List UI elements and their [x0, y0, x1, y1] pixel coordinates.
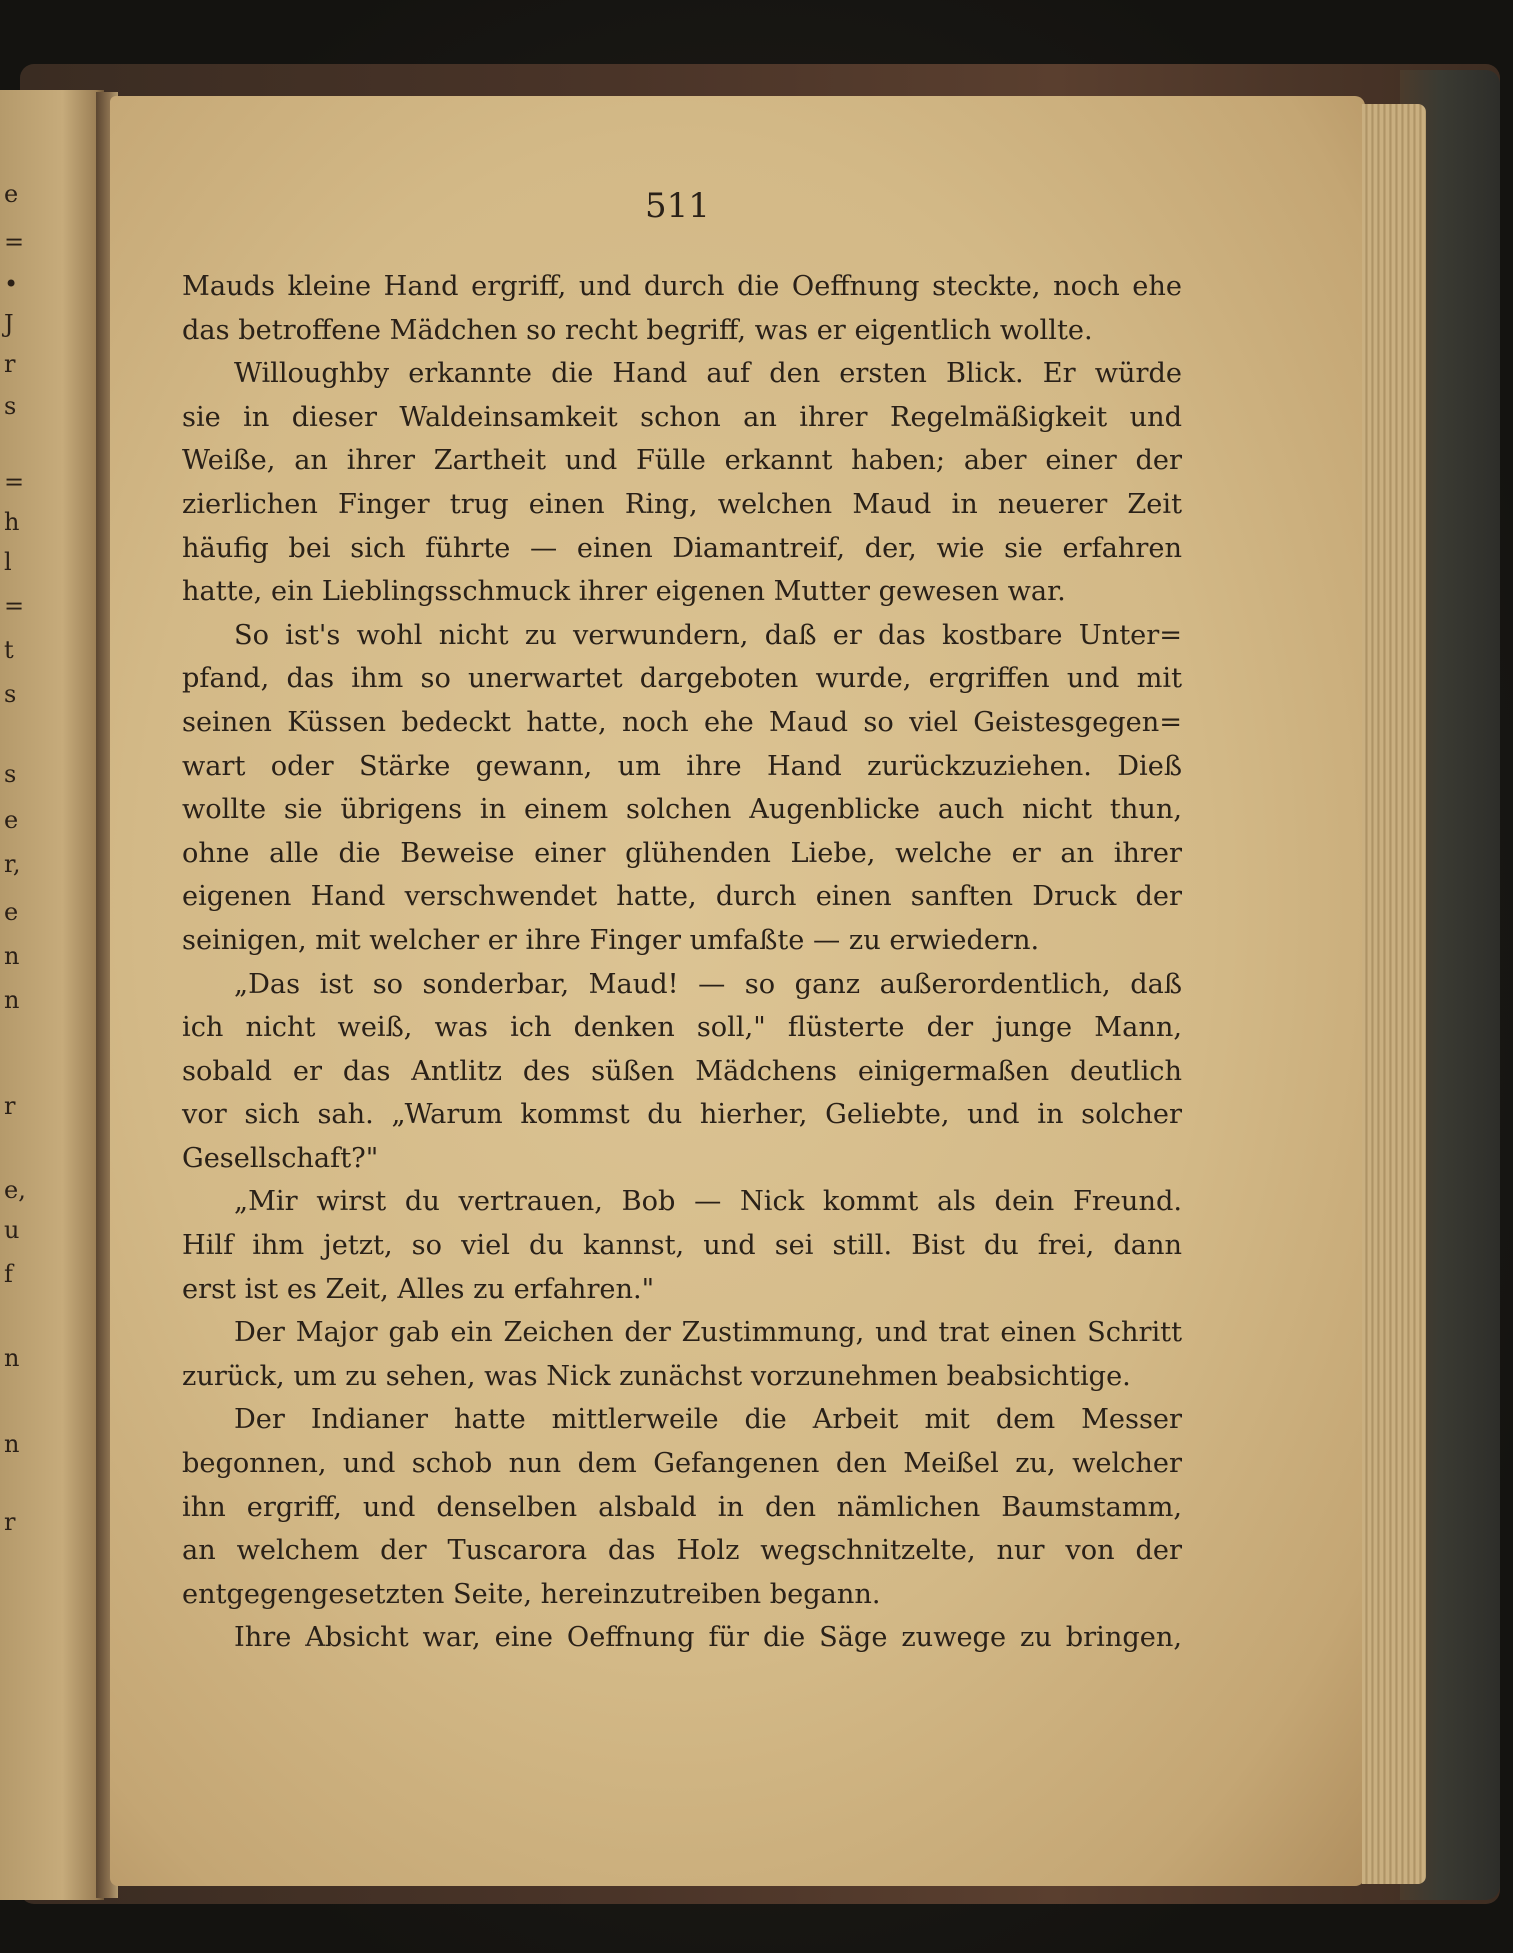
left-page-fragment: r [4, 1508, 16, 1536]
text-line: „Mir wirst du vertrauen, Bob — Nick kommt als dein Freund. [234, 1186, 1182, 1218]
left-page-fragment: = [4, 592, 25, 620]
text-line: Willoughby erkannte die Hand auf den ersten Blick. Er würde [234, 358, 1182, 390]
text-line: zierlichen Finger trug einen Ring, welchen Maud in neuerer Zeit [182, 488, 1182, 520]
text-line: ihn ergriff, und denselben alsbald in den nämlichen Baumstamm, [182, 1491, 1182, 1523]
text-line: begonnen, und schob nun dem Gefangenen den Meißel zu, welcher [182, 1448, 1182, 1480]
left-page-fragment: n [4, 1344, 20, 1372]
text-line: Der Major gab ein Zeichen der Zustimmung, und trat einen Schritt [234, 1317, 1182, 1349]
left-page-fragment: • [4, 270, 19, 298]
left-page-fragment: f [4, 1260, 13, 1288]
text-line: vor sich sah. „Warum kommst du hierher, Geliebte, und in solcher [182, 1099, 1182, 1131]
text-line: seinigen, mit welcher er ihre Finger umfaßte — zu erwiedern. [182, 924, 1040, 956]
text-line: zurück, um zu sehen, was Nick zunächst vorzunehmen beabsichtige. [182, 1360, 1131, 1392]
text-line: So ist's wohl nicht zu verwundern, daß er das kostbare Unter= [234, 619, 1182, 651]
left-page-fragment: r [4, 350, 16, 378]
text-line: Mauds kleine Hand ergriff, und durch die Oeffnung steckte, noch ehe [182, 271, 1182, 302]
left-page-fragment: s [4, 392, 17, 420]
left-page-fragment: n [4, 1430, 20, 1458]
left-page-fragment: r, [4, 850, 21, 878]
text-line: eigenen Hand verschwendet hatte, durch einen sanften Druck der [182, 881, 1182, 913]
text-line: Gesellschaft?" [182, 1142, 379, 1174]
left-page-fragment: e [4, 898, 19, 926]
left-page-fragment: t [4, 636, 14, 664]
text-line: hatte, ein Lieblingsschmuck ihrer eigenen Mutter gewesen war. [182, 576, 1066, 608]
text-line: ohne alle die Beweise einer glühenden Liebe, welche er an ihrer [182, 837, 1182, 869]
text-line: erst ist es Zeit, Alles zu erfahren." [182, 1273, 655, 1305]
text-line: Hilf ihm jetzt, so viel du kannst, und sei still. Bist du frei, dann [182, 1230, 1182, 1262]
left-page-fragment: h [4, 508, 20, 536]
left-page-fragment: e [4, 806, 19, 834]
left-page-edge [0, 90, 104, 1900]
text-line: seinen Küssen bedeckt hatte, noch ehe Maud so viel Geistesgegen= [182, 706, 1182, 738]
text-line: an welchem der Tuscarora das Holz wegschnitzelte, nur von der [182, 1535, 1182, 1567]
text-line: pfand, das ihm so unerwartet dargeboten wurde, ergriffen und mit [182, 663, 1182, 695]
body-text [182, 265, 1182, 1660]
left-page-fragment: n [4, 942, 20, 970]
left-page-fragment: e [4, 180, 19, 208]
page-number: 511 [645, 186, 710, 226]
text-line: sie in dieser Waldeinsamkeit schon an ihrer Regelmäßigkeit und [182, 401, 1182, 433]
left-page-fragment: = [4, 228, 25, 256]
text-line: Weiße, an ihrer Zartheit und Fülle erkannt haben; aber einer der [182, 445, 1182, 477]
text-line: häufig bei sich führte — einen Diamantreif, der, wie sie erfahren [182, 532, 1182, 564]
text-line: das betroffene Mädchen so recht begriff, was er eigentlich wollte. [182, 314, 1093, 346]
left-page-fragment: l [4, 548, 12, 576]
text-line: „Das ist so sonderbar, Maud! — so ganz außerordentlich, daß [234, 968, 1182, 1000]
left-page-fragment: u [4, 1216, 20, 1244]
text-line: Ihre Absicht war, eine Oeffnung für die Säge zuwege zu bringen, [234, 1622, 1182, 1654]
left-page-fragment: J [4, 310, 14, 338]
left-page-fragment: e, [4, 1176, 26, 1204]
page-edges [1362, 104, 1426, 1884]
text-line: sobald er das Antlitz des süßen Mädchens einigermaßen deutlich [182, 1055, 1182, 1087]
text-line: wollte sie übrigens in einem solchen Augenblicke auch nicht thun, [182, 794, 1182, 826]
left-page-fragment: n [4, 986, 20, 1014]
text-line: wart oder Stärke gewann, um ihre Hand zurückzuziehen. Dieß [182, 750, 1182, 782]
text-line: ich nicht weiß, was ich denken soll," flüsterte der junge Mann, [182, 1012, 1182, 1044]
left-page-fragment: s [4, 760, 17, 788]
text-line: Der Indianer hatte mittlerweile die Arbeit mit dem Messer [234, 1404, 1182, 1436]
left-page-fragment: = [4, 468, 25, 496]
left-page-fragment: r [4, 1092, 16, 1120]
left-page-fragment: s [4, 680, 17, 708]
text-line: entgegengesetzten Seite, hereinzutreiben begann. [182, 1578, 881, 1610]
